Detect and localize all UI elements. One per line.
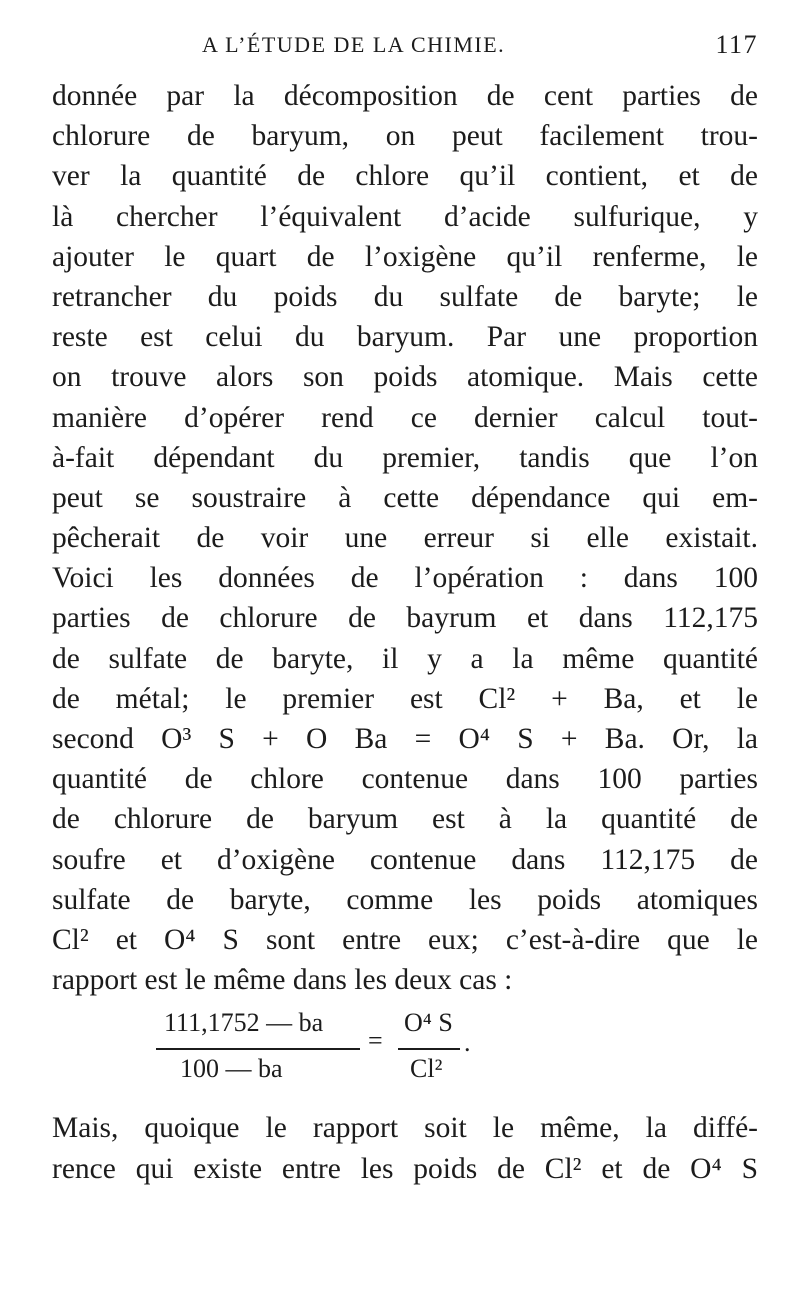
text-line: Mais, quoique le rapport soit le même, la diffé-	[52, 1112, 758, 1145]
text-line: on trouve alors son poids atomique. Mais cette	[52, 361, 758, 394]
text-line: parties de chlorure de bayrum et dans 112,175	[52, 602, 758, 635]
formula-period: .	[464, 1028, 471, 1058]
right-fraction-numerator: O⁴ S	[404, 1008, 453, 1038]
text-line: chlorure de baryum, on peut facilement trou-	[52, 120, 758, 153]
text-line: quantité de chlore contenue dans 100 parties	[52, 763, 758, 796]
text-line: à-fait dépendant du premier, tandis que l’on	[52, 441, 758, 474]
text-line: de sulfate de baryte, il y a la même quantité	[52, 642, 758, 675]
text-line: peut se soustraire à cette dépendance qui em-	[52, 481, 758, 514]
text-line: retrancher du poids du sulfate de baryte; le	[52, 280, 758, 313]
left-fraction-denominator: 100 — ba	[180, 1054, 283, 1084]
text-line: rence qui existe entre les poids de Cl² et de O⁴ S	[52, 1152, 758, 1185]
text-line: second O³ S + O Ba = O⁴ S + Ba. Or, la	[52, 723, 758, 755]
running-head	[52, 28, 758, 64]
equals-sign: =	[368, 1026, 383, 1056]
text-line: rapport est le même dans les deux cas :	[52, 964, 513, 997]
paragraph-2	[52, 1108, 758, 1188]
text-line: manière d’opérer rend ce dernier calcul tout-	[52, 401, 758, 434]
text-line: pêcherait de voir une erreur si elle existait.	[52, 522, 758, 555]
left-fraction-numerator: 111,1752 — ba	[164, 1008, 324, 1038]
text-line: soufre et d’oxigène contenue dans 112,175 de	[52, 843, 758, 876]
text-line: sulfate de baryte, comme les poids atomiques	[52, 883, 758, 916]
text-line: donnée par la décomposition de cent parties de	[52, 80, 758, 112]
right-fraction-denominator: Cl²	[410, 1054, 443, 1084]
text-line: ajouter le quart de l’oxigène qu’il renferme, le	[52, 240, 758, 273]
right-fraction-bar	[398, 1048, 460, 1050]
running-title: A L’ÉTUDE DE LA CHIMIE.	[202, 32, 506, 57]
text-line: reste est celui du baryum. Par une proportion	[52, 321, 758, 354]
book-page	[52, 28, 758, 1189]
paragraph-1	[52, 76, 758, 1000]
left-fraction-bar	[156, 1048, 360, 1050]
text-line: Cl² et O⁴ S sont entre eux; c’est-à-dire que le	[52, 923, 758, 956]
text-line: de chlorure de baryum est à la quantité de	[52, 803, 758, 836]
text-line: de métal; le premier est Cl² + Ba, et le	[52, 682, 758, 715]
text-line: ver la quantité de chlore qu’il contient, et de	[52, 160, 758, 193]
ratio-formula	[52, 1004, 758, 1108]
page-number: 117	[715, 30, 758, 59]
text-line: Voici les données de l’opération : dans 100	[52, 562, 758, 595]
text-line: là chercher l’équivalent d’acide sulfurique, y	[52, 200, 758, 233]
